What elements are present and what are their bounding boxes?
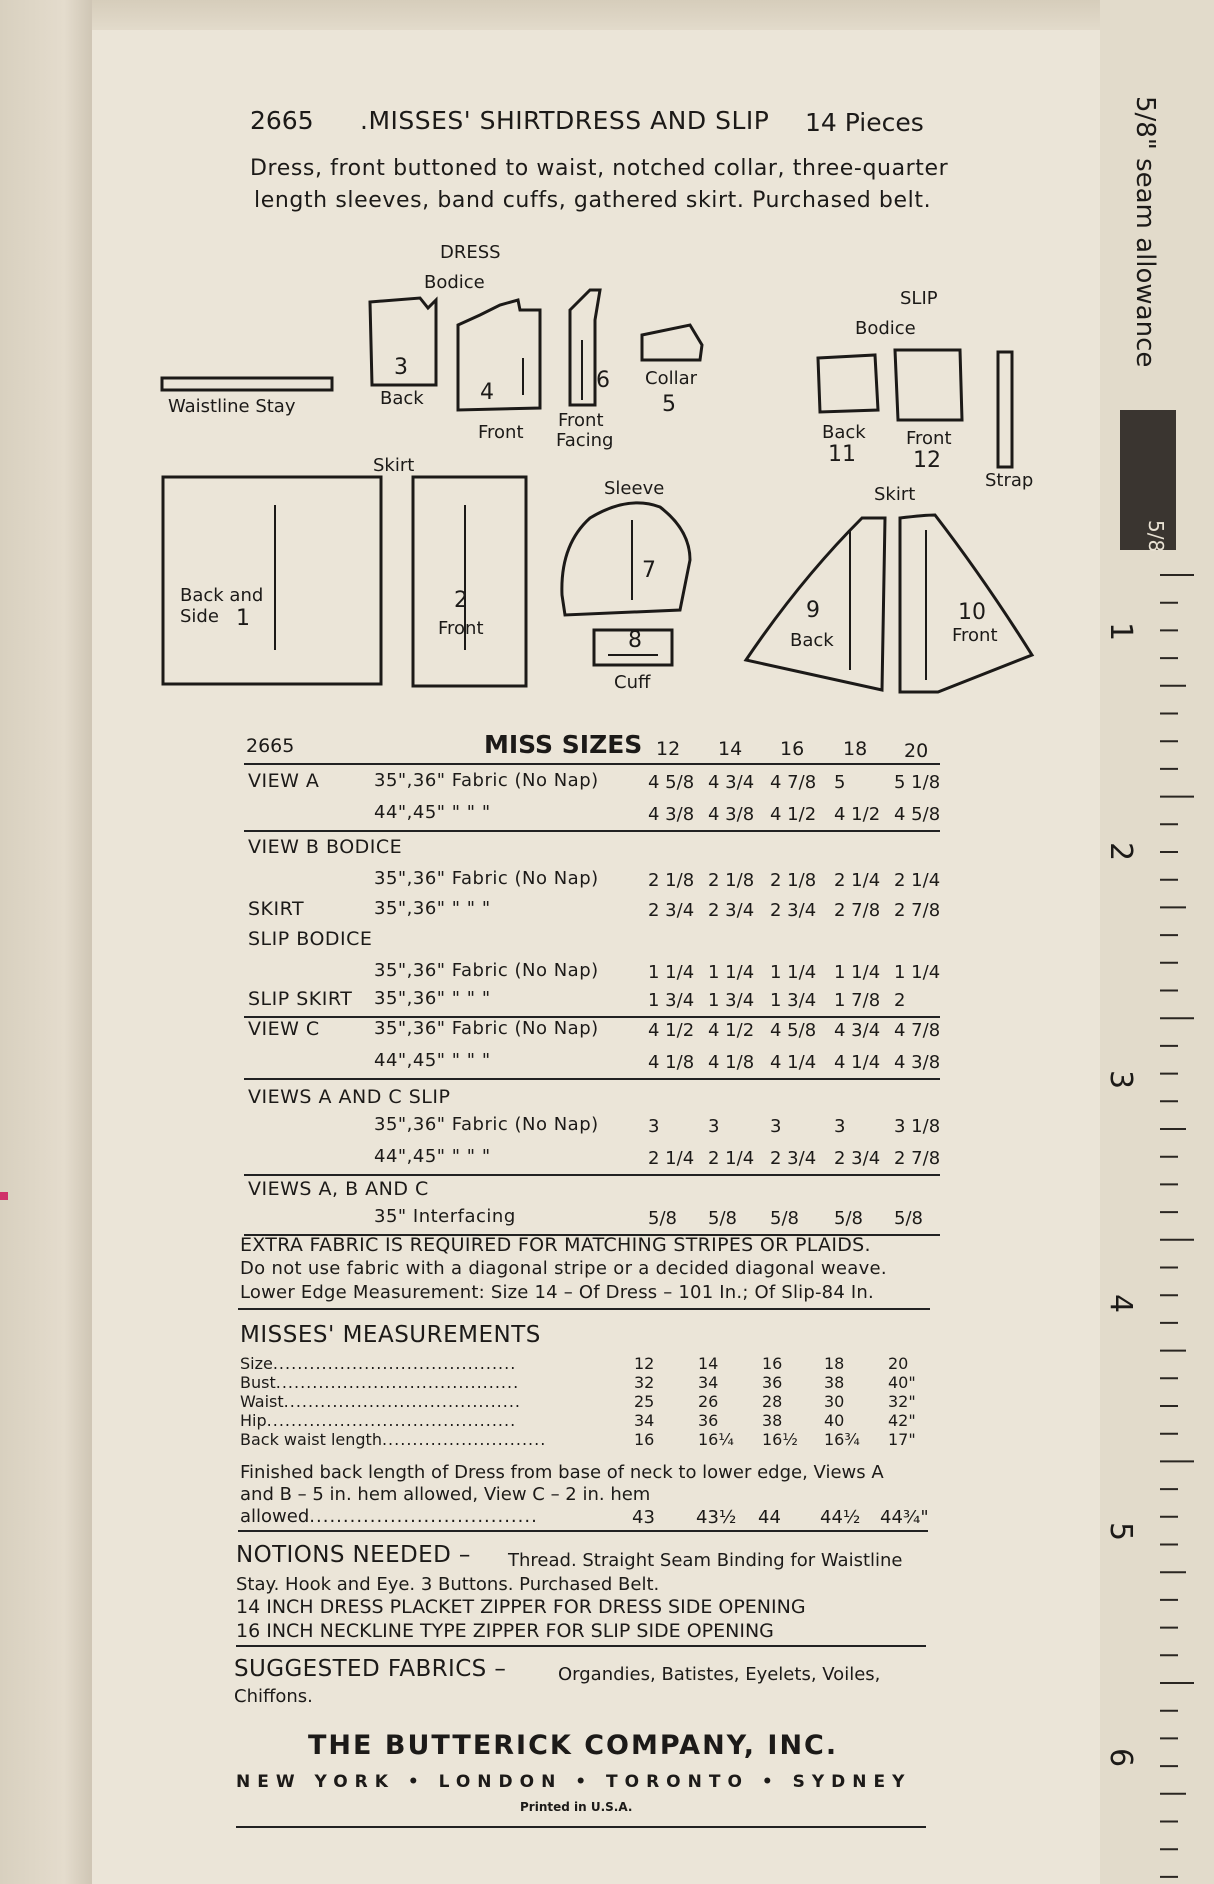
front-facing-label-1: Front <box>558 410 604 431</box>
measurement-label <box>240 1411 516 1430</box>
finished-value: 44½ <box>820 1507 861 1528</box>
rule <box>238 1530 928 1532</box>
ruler-number: 5 <box>1103 1522 1138 1542</box>
slip-skirt-label: Skirt <box>874 484 916 505</box>
yardage-row-label: SLIP SKIRT <box>248 988 353 1010</box>
yardage-value: 4 1/8 <box>708 1052 755 1073</box>
notions-line-2: Stay. Hook and Eye. 3 Buttons. Purchased Belt. <box>236 1574 660 1595</box>
back-side-label-2: Side <box>180 606 219 627</box>
yardage-row-label: VIEW B BODICE <box>248 836 403 858</box>
finished-length-line-1: Finished back length of Dress from base of neck to lower edge, Views A <box>240 1462 884 1483</box>
yardage-value: 1 1/4 <box>834 962 881 983</box>
rule <box>236 1645 926 1647</box>
leader-dots: ........................... <box>381 1430 547 1449</box>
yardage-value: 2 7/8 <box>894 1148 941 1169</box>
piece-11-number: 11 <box>828 442 856 467</box>
measurement-label-text: Bust <box>240 1373 276 1392</box>
yardage-fabric: 44",45" " " " <box>374 1050 491 1071</box>
leader-dots: ....................................... <box>283 1392 522 1411</box>
yardage-value: 4 7/8 <box>770 772 817 793</box>
measurement-value: 28 <box>762 1392 783 1411</box>
company-name: THE BUTTERICK COMPANY, INC. <box>308 1730 839 1761</box>
piece-5-number: 5 <box>662 392 676 417</box>
rule <box>244 1174 940 1176</box>
yardage-title: MISS SIZES <box>484 730 643 759</box>
yardage-value: 2 7/8 <box>894 900 941 921</box>
measurement-label-text: Waist <box>240 1392 284 1411</box>
size-header: 14 <box>718 738 743 760</box>
measurement-value: 38 <box>824 1373 845 1392</box>
measurement-value: 32" <box>888 1392 916 1411</box>
yardage-value: 3 <box>834 1116 846 1137</box>
yardage-value: 4 1/8 <box>648 1052 695 1073</box>
yardage-value: 2 7/8 <box>834 900 881 921</box>
leader-dots: ........................................ <box>275 1373 520 1392</box>
ruler-number: 2 <box>1103 842 1138 862</box>
yardage-value: 2 1/8 <box>708 870 755 891</box>
finished-length-label: allowed.................................. <box>240 1506 538 1527</box>
measurement-label-text: Back waist length <box>240 1430 382 1449</box>
measurement-value: 14 <box>698 1354 719 1373</box>
back-side-label-1: Back and <box>180 585 264 606</box>
yardage-value: 4 7/8 <box>894 1020 941 1041</box>
yardage-value: 2 1/4 <box>834 870 881 891</box>
yardage-value: 2 3/4 <box>770 1148 817 1169</box>
yardage-value: 1 3/4 <box>708 990 755 1011</box>
diagonal-note: Do not use fabric with a diagonal stripe or a decided diagonal weave. <box>240 1258 887 1279</box>
front-facing-label-2: Facing <box>556 430 614 451</box>
measurement-label <box>240 1354 516 1373</box>
seam-allowance-mark: 5/8 <box>1144 520 1168 553</box>
measurement-label <box>240 1373 519 1392</box>
sleeve-label: Sleeve <box>604 478 665 499</box>
rule <box>244 763 940 765</box>
yardage-value: 4 1/2 <box>770 804 817 825</box>
yardage-value: 5/8 <box>648 1208 677 1229</box>
yardage-value: 4 1/4 <box>770 1052 817 1073</box>
piece-4-label: Front <box>478 422 524 443</box>
yardage-row-label: VIEW A <box>248 770 320 792</box>
inch-ruler <box>1100 560 1214 1884</box>
rule <box>238 1308 930 1310</box>
yardage-fabric: 35",36" " " " <box>374 898 491 919</box>
yardage-pattern-number: 2665 <box>246 735 295 757</box>
piece-8-number: 8 <box>628 628 642 653</box>
piece-6-number: 6 <box>596 368 610 393</box>
ruler-number: 1 <box>1103 622 1138 642</box>
piece-2-number: 2 <box>454 588 468 613</box>
measurement-label <box>240 1392 521 1411</box>
description-line-1: Dress, front buttoned to waist, notched collar, three-quarter <box>250 156 949 181</box>
measurement-value: 16¾ <box>824 1430 860 1449</box>
magenta-mark <box>0 1192 8 1200</box>
extra-fabric-note: EXTRA FABRIC IS REQUIRED FOR MATCHING STRIPES OR PLAIDS. <box>240 1234 871 1256</box>
measurement-value: 20 <box>888 1354 909 1373</box>
yardage-value: 2 3/4 <box>648 900 695 921</box>
fabrics-title: SUGGESTED FABRICS – <box>234 1656 507 1682</box>
yardage-value: 3 1/8 <box>894 1116 941 1137</box>
yardage-value: 5/8 <box>708 1208 737 1229</box>
yardage-row-label: VIEWS A, B AND C <box>248 1178 429 1200</box>
yardage-row-label: VIEW C <box>248 1018 320 1040</box>
lower-edge-note: Lower Edge Measurement: Size 14 – Of Dress – 101 In.; Of Slip-84 In. <box>240 1282 874 1303</box>
yardage-value: 4 3/4 <box>708 772 755 793</box>
yardage-fabric: 35",36" Fabric (No Nap) <box>374 1114 599 1135</box>
measurement-value: 16 <box>634 1430 655 1449</box>
measurement-value: 42" <box>888 1411 916 1430</box>
yardage-value: 4 5/8 <box>894 804 941 825</box>
measurement-label <box>240 1430 546 1449</box>
yardage-row-label: SKIRT <box>248 898 305 920</box>
yardage-fabric: 35",36" " " " <box>374 988 491 1009</box>
yardage-fabric: 35",36" Fabric (No Nap) <box>374 770 599 791</box>
pattern-title: .MISSES' SHIRTDRESS AND SLIP <box>360 106 770 135</box>
slip-bodice-label: Bodice <box>855 318 916 339</box>
size-header: 20 <box>904 740 929 762</box>
yardage-row-label: SLIP BODICE <box>248 928 373 950</box>
measurement-value: 26 <box>698 1392 719 1411</box>
ruler-number: 4 <box>1103 1294 1138 1314</box>
measurement-value: 12 <box>634 1354 655 1373</box>
yardage-value: 4 5/8 <box>648 772 695 793</box>
yardage-value: 1 1/4 <box>708 962 755 983</box>
yardage-value: 4 3/8 <box>648 804 695 825</box>
piece-count: 14 Pieces <box>805 108 924 137</box>
ruler-number: 3 <box>1103 1070 1138 1090</box>
measurement-value: 36 <box>762 1373 783 1392</box>
yardage-value: 3 <box>648 1116 660 1137</box>
finished-value: 44 <box>758 1507 781 1528</box>
piece-3-number: 3 <box>394 355 408 380</box>
yardage-value: 4 3/8 <box>708 804 755 825</box>
waistline-stay-label: Waistline Stay <box>168 396 296 417</box>
measurement-value: 32 <box>634 1373 655 1392</box>
size-header: 16 <box>780 738 805 760</box>
yardage-value: 2 1/4 <box>648 1148 695 1169</box>
measurement-value: 40" <box>888 1373 916 1392</box>
ruler-number: 6 <box>1103 1748 1138 1768</box>
measurement-label-text: Hip <box>240 1411 267 1430</box>
rule <box>236 1826 926 1828</box>
piece-7-number: 7 <box>642 558 656 583</box>
yardage-value: 5/8 <box>770 1208 799 1229</box>
piece-9-number: 9 <box>806 598 820 623</box>
yardage-value: 2 3/4 <box>708 900 755 921</box>
slip-back-label: Back <box>822 422 866 443</box>
yardage-value: 2 1/8 <box>770 870 817 891</box>
yardage-fabric: 44",45" " " " <box>374 1146 491 1167</box>
yardage-value: 1 1/4 <box>648 962 695 983</box>
yardage-value: 1 3/4 <box>648 990 695 1011</box>
pattern-number: 2665 <box>250 106 314 135</box>
piece-9-label: Back <box>790 630 834 651</box>
yardage-value: 5 1/8 <box>894 772 941 793</box>
notions-line-3: 14 INCH DRESS PLACKET ZIPPER FOR DRESS SIDE OPENING <box>236 1596 806 1618</box>
yardage-value: 2 <box>894 990 906 1011</box>
rule <box>244 1078 940 1080</box>
piece-12-number: 12 <box>913 448 941 473</box>
finished-value: 43½ <box>696 1507 737 1528</box>
yardage-value: 5/8 <box>894 1208 923 1229</box>
piece-3-label: Back <box>380 388 424 409</box>
collar-label: Collar <box>645 368 698 389</box>
cuff-label: Cuff <box>614 672 651 693</box>
yardage-value: 2 1/8 <box>648 870 695 891</box>
piece-10-label: Front <box>952 625 998 646</box>
finished-value: 43 <box>632 1507 655 1528</box>
yardage-value: 1 1/4 <box>770 962 817 983</box>
dress-label: DRESS <box>440 242 501 263</box>
measurement-value: 17" <box>888 1430 916 1449</box>
piece-4-number: 4 <box>480 380 494 405</box>
leader-dots: ......................................... <box>266 1411 517 1430</box>
measurement-value: 36 <box>698 1411 719 1430</box>
yardage-value: 4 1/2 <box>834 804 881 825</box>
measurement-value: 16½ <box>762 1430 798 1449</box>
slip-label: SLIP <box>900 288 938 309</box>
yardage-value: 1 3/4 <box>770 990 817 1011</box>
notions-title: NOTIONS NEEDED – <box>236 1542 471 1568</box>
yardage-fabric: 35",36" Fabric (No Nap) <box>374 1018 599 1039</box>
measurements-title: MISSES' MEASUREMENTS <box>240 1322 541 1348</box>
yardage-value: 4 3/8 <box>894 1052 941 1073</box>
measurement-value: 38 <box>762 1411 783 1430</box>
measurement-value: 25 <box>634 1392 655 1411</box>
seam-allowance-label: 5/8" seam allowance <box>1130 96 1160 368</box>
measurement-value: 18 <box>824 1354 845 1373</box>
measurement-value: 30 <box>824 1392 845 1411</box>
measurement-value: 16¼ <box>698 1430 734 1449</box>
fabrics-line-1: Organdies, Batistes, Eyelets, Voiles, <box>558 1664 881 1685</box>
measurement-value: 40 <box>824 1411 845 1430</box>
yardage-row-label: VIEWS A AND C SLIP <box>248 1086 451 1108</box>
measurement-value: 16 <box>762 1354 783 1373</box>
fabrics-line-2: Chiffons. <box>234 1686 313 1707</box>
yardage-value: 4 1/4 <box>834 1052 881 1073</box>
size-header: 18 <box>843 738 868 760</box>
finished-value: 44¾" <box>880 1507 929 1528</box>
notions-line-4: 16 INCH NECKLINE TYPE ZIPPER FOR SLIP SIDE OPENING <box>236 1620 774 1642</box>
yardage-value: 2 1/4 <box>894 870 941 891</box>
size-header: 12 <box>656 738 681 760</box>
yardage-value: 1 1/4 <box>894 962 941 983</box>
piece-1-number: 1 <box>236 606 250 631</box>
measurement-label-text: Size <box>240 1354 273 1373</box>
finished-length-line-2: and B – 5 in. hem allowed, View C – 2 in. hem <box>240 1484 651 1505</box>
measurement-value: 34 <box>698 1373 719 1392</box>
yardage-value: 2 1/4 <box>708 1148 755 1169</box>
notions-line-1: Thread. Straight Seam Binding for Waistline <box>508 1550 903 1571</box>
yardage-value: 4 1/2 <box>648 1020 695 1041</box>
yardage-value: 5 <box>834 772 846 793</box>
skirt-label: Skirt <box>373 455 415 476</box>
yardage-value: 1 7/8 <box>834 990 881 1011</box>
yardage-fabric: 44",45" " " " <box>374 802 491 823</box>
yardage-fabric: 35" Interfacing <box>374 1206 516 1227</box>
yardage-value: 2 3/4 <box>834 1148 881 1169</box>
yardage-value: 4 3/4 <box>834 1020 881 1041</box>
leader-dots: ........................................ <box>272 1354 517 1373</box>
yardage-value: 3 <box>708 1116 720 1137</box>
piece-2-label: Front <box>438 618 484 639</box>
yardage-fabric: 35",36" Fabric (No Nap) <box>374 960 599 981</box>
yardage-value: 4 1/2 <box>708 1020 755 1041</box>
description-line-2: length sleeves, band cuffs, gathered skirt. Purchased belt. <box>254 188 932 213</box>
slip-front-label: Front <box>906 428 952 449</box>
rule <box>244 830 940 832</box>
yardage-value: 2 3/4 <box>770 900 817 921</box>
strap-label: Strap <box>985 470 1034 491</box>
yardage-value: 5/8 <box>834 1208 863 1229</box>
yardage-value: 3 <box>770 1116 782 1137</box>
company-cities: NEW YORK • LONDON • TORONTO • SYDNEY <box>236 1772 912 1792</box>
yardage-value: 4 5/8 <box>770 1020 817 1041</box>
piece-10-number: 10 <box>958 600 986 625</box>
printed-in: Printed in U.S.A. <box>520 1800 633 1814</box>
yardage-fabric: 35",36" Fabric (No Nap) <box>374 868 599 889</box>
dress-bodice-label: Bodice <box>424 272 485 293</box>
measurement-value: 34 <box>634 1411 655 1430</box>
